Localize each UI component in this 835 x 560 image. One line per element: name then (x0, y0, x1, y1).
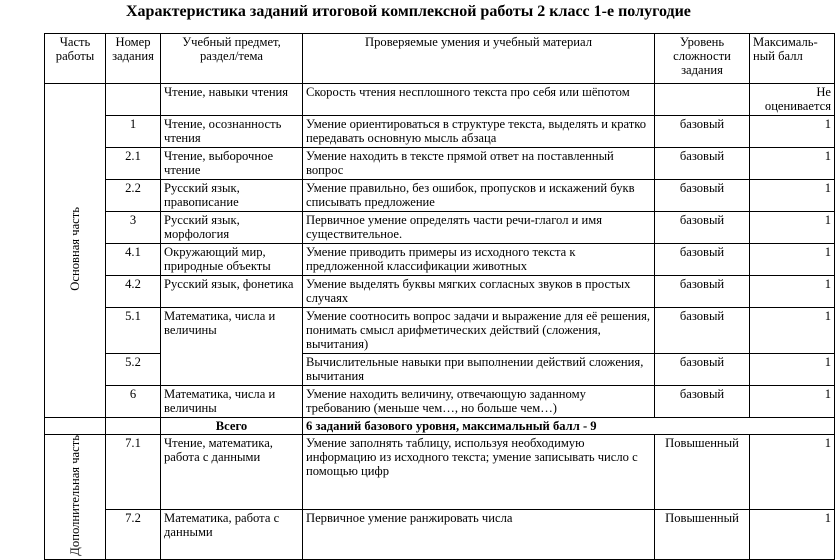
task-number: 3 (106, 212, 161, 244)
task-skills: Умение заполнять таблицу, используя необходимую информацию из исходного текста; умение записывать число с помощью цифр (303, 435, 655, 510)
section-main-label: Основная часть (45, 84, 106, 418)
header-level: Уровень сложности задания (655, 34, 750, 84)
task-skills: Первичное умение ранжировать числа (303, 509, 655, 559)
total-empty-cell (45, 418, 106, 435)
task-level (655, 84, 750, 116)
task-score: 1 (750, 308, 835, 354)
task-score: 1 (750, 180, 835, 212)
task-number: 2.1 (106, 148, 161, 180)
task-number: 5.2 (106, 354, 161, 386)
task-skills: Умение правильно, без ошибок, пропусков и искажений букв списывать предложение (303, 180, 655, 212)
table-row (45, 435, 835, 510)
task-level: базовый (655, 212, 750, 244)
header-task-number: Номер задания (106, 34, 161, 84)
task-number: 4.1 (106, 244, 161, 276)
task-score: 1 (750, 276, 835, 308)
total-row (45, 418, 835, 435)
task-score: 1 (750, 354, 835, 386)
task-subject: Русский язык, фонетика (161, 276, 303, 308)
task-number: 2.2 (106, 180, 161, 212)
task-number: 5.1 (106, 308, 161, 354)
task-subject: Русский язык, правописание (161, 180, 303, 212)
header-subject: Учебный предмет, раздел/тема (161, 34, 303, 84)
table-row (45, 84, 835, 116)
task-level: базовый (655, 116, 750, 148)
table-row (45, 212, 835, 244)
task-skills: Вычислительные навыки при выполнении действий сложения, вычитания (303, 354, 655, 386)
task-level: базовый (655, 180, 750, 212)
task-level: базовый (655, 354, 750, 386)
task-subject (161, 354, 303, 386)
table-row (45, 180, 835, 212)
table-row (45, 354, 835, 386)
task-level: Повышенный (655, 509, 750, 559)
task-skills: Умение находить величину, отвечающую заданному требованию (меньше чем…, но больше чем…) (303, 386, 655, 418)
section-extra-label: Дополнительная часть (45, 435, 106, 560)
task-subject: Русский язык, морфология (161, 212, 303, 244)
task-skills: Умение находить в тексте прямой ответ на поставленный вопрос (303, 148, 655, 180)
task-subject: Математика, числа и величины (161, 386, 303, 418)
document-title: Характеристика заданий итоговой комплексной работы 2 класс 1-е полугодие (126, 3, 691, 20)
task-skills: Скорость чтения несплошного текста про себя или шёпотом (303, 84, 655, 116)
task-level: базовый (655, 148, 750, 180)
table-row (45, 244, 835, 276)
table-row (45, 116, 835, 148)
task-number: 7.1 (106, 435, 161, 510)
task-number: 1 (106, 116, 161, 148)
task-score: 1 (750, 116, 835, 148)
task-subject: Окружающий мир, природные объекты (161, 244, 303, 276)
task-level: базовый (655, 308, 750, 354)
table-row (45, 509, 835, 559)
total-label: Всего (161, 418, 303, 435)
task-skills: Умение приводить примеры из исходного текста к предложенной классификации животных (303, 244, 655, 276)
task-skills: Умение соотносить вопрос задачи и выражение для её решения, понимать смысл арифметических действий (сложения, вычитания) (303, 308, 655, 354)
task-subject: Чтение, выборочное чтение (161, 148, 303, 180)
task-score: 1 (750, 386, 835, 418)
table-row (45, 148, 835, 180)
header-skills: Проверяемые умения и учебный материал (303, 34, 655, 84)
task-score: Не оценивается (750, 84, 835, 116)
task-score: 1 (750, 435, 835, 510)
task-level: базовый (655, 244, 750, 276)
table-row (45, 386, 835, 418)
task-subject: Математика, числа и величины (161, 308, 303, 354)
task-level: базовый (655, 276, 750, 308)
task-number: 7.2 (106, 509, 161, 559)
header-row (45, 34, 835, 84)
task-level: базовый (655, 386, 750, 418)
header-max-score: Максимальный балл (750, 34, 835, 84)
task-number: 6 (106, 386, 161, 418)
task-subject: Чтение, осознанность чтения (161, 116, 303, 148)
task-score: 1 (750, 244, 835, 276)
total-empty-cell (106, 418, 161, 435)
task-score: 1 (750, 212, 835, 244)
task-subject: Чтение, навыки чтения (161, 84, 303, 116)
task-skills: Умение выделять буквы мягких согласных звуков в простых случаях (303, 276, 655, 308)
task-level: Повышенный (655, 435, 750, 510)
task-number: 4.2 (106, 276, 161, 308)
table-row (45, 276, 835, 308)
task-score: 1 (750, 509, 835, 559)
task-skills: Умение ориентироваться в структуре текста, выделять и кратко передавать основную мысль абзаца (303, 116, 655, 148)
task-score: 1 (750, 148, 835, 180)
task-skills: Первичное умение определять части речи-глагол и имя существительное. (303, 212, 655, 244)
task-number (106, 84, 161, 116)
total-text: 6 заданий базового уровня, максимальный балл - 9 (303, 418, 835, 435)
header-part: Часть работы (45, 34, 106, 84)
table-row (45, 308, 835, 354)
task-characteristics-table (44, 33, 835, 560)
task-subject: Математика, работа с данными (161, 509, 303, 559)
task-subject: Чтение, математика, работа с данными (161, 435, 303, 510)
